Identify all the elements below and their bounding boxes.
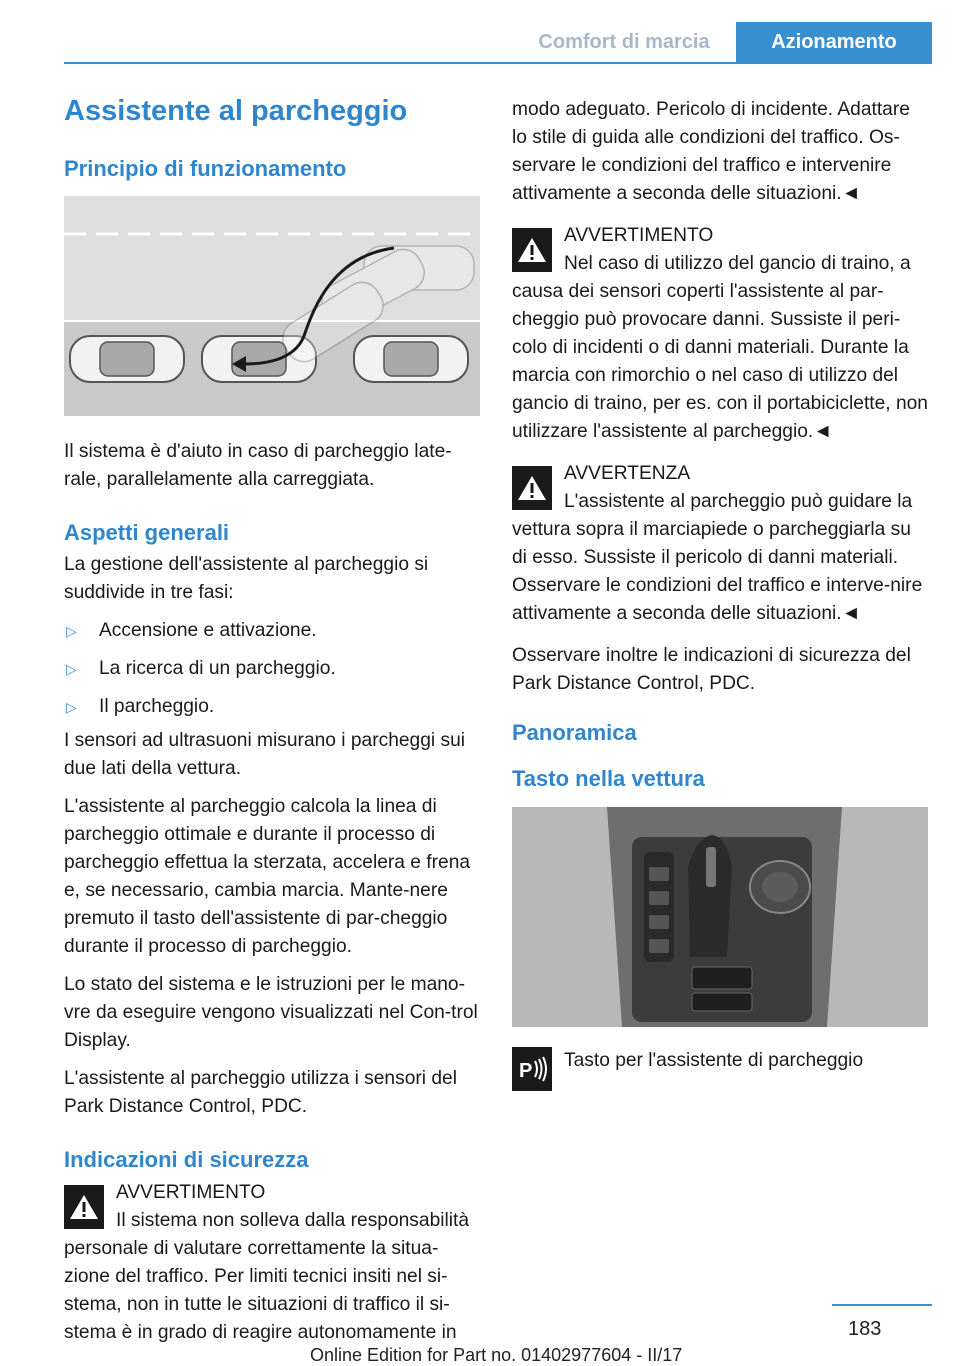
warning-triangle-icon [512,466,552,510]
triangle-bullet-icon: ▷ [66,622,77,639]
warning-continuation: modo adeguato. Pericolo di incidente. Adattare lo stile di guida alle condizioni del traffico. Os-servare le condizioni del traffico e intervenire attivamente a seconda delle situazioni.◄ [512,99,910,204]
triangle-bullet-icon: ▷ [66,698,77,715]
aspetti-text: La gestione dell'assistente al parcheggio si suddivide in tre fasi: [64,553,429,603]
triangle-bullet-icon: ▷ [66,660,77,677]
warning-block-3 [512,460,928,628]
page-title: Assistente al parcheggio [64,95,408,127]
parked-car-left [70,336,184,382]
warning-title: AVVERTENZA [564,463,691,484]
page-number: 183 [848,1318,882,1340]
park-assist-button-icon [512,1047,552,1091]
header-rule [64,62,932,64]
paragraph-display: Lo stato del sistema e le istruzioni per le mano-vre da eseguire vengono visualizzati nel Con-trol Display. [64,973,478,1051]
center-console-photo [512,807,928,1027]
paragraph-pdc-safety: Osservare inoltre le indicazioni di sicurezza del Park Distance Control, PDC. [512,645,911,694]
edition-footer: Online Edition for Part no. 01402977604 - II/17 [310,1345,683,1365]
paragraph-calculation: L'assistente al parcheggio calcola la linea di parcheggio ottimale e durante il processo di parcheggio effettua la sterzata, accelera e frena e, se necessario, cambia marcia. Mante-nere premuto il tasto dell'assistente di par-cheggio durante il processo di parcheggio. [64,795,471,957]
phase-list [64,617,480,721]
section-tab-azionamento[interactable]: Azionamento [736,22,932,62]
section-heading-aspetti: Aspetti generali [64,520,230,546]
warning-text: vettura sopra il marciapiede o parcheggiarla su di esso. Sussiste il pericolo di danni materiali. Osservare le condizioni del traffico e interve-nire attivamente a seconda delle situazioni.◄ [512,519,923,624]
warning-triangle-icon [512,228,552,272]
console-photo-figure [512,807,928,1027]
paragraph-pdc: L'assistente al parcheggio utilizza i sensori del Park Distance Control, PDC. [64,1067,457,1117]
paragraph-sensors: I sensori ad ultrasuoni misurano i parcheggi sui due lati della vettura. [64,729,466,779]
button-legend [512,1047,928,1082]
warning-block-1 [64,1179,480,1347]
parking-diagram [64,196,480,416]
intro-text: Il sistema è d'aiuto in caso di parcheggio late-rale, parallelamente alla carreggiata. [64,441,452,491]
warning-title: AVVERTIMENTO [564,225,714,246]
button-caption: Tasto per l'assistente di parcheggio [564,1049,864,1071]
page-header [0,22,960,62]
list-item: ▷ La ricerca di un parcheggio. [64,655,480,683]
svg-text:P: P [519,1059,533,1082]
section-heading-tasto: Tasto nella vettura [512,766,705,792]
section-heading-principio: Principio di funzionamento [64,155,347,181]
right-column [512,96,928,1082]
warning-text-first: L'assistente al parcheggio può guidare la [564,491,913,512]
section-heading-safety: Indicazioni di sicurezza [64,1146,309,1172]
section-heading-panoramica: Panoramica [512,720,637,745]
left-column [64,96,480,1347]
warning-text-first: Nel caso di utilizzo del gancio di traino, a [564,253,911,274]
parking-diagram-figure [64,196,480,416]
list-item: ▷ Accensione e attivazione. [64,617,480,645]
footer-rule [832,1304,932,1306]
warning-block-2 [512,222,928,446]
warning-text: Il sistema non solleva dalla responsabilità personale di valutare correttamente la situa-zione del traffico. Per limiti tecnici insiti nel si-stema, non in tutte le situazioni di traffico il si-stema è in grado di reagire autonomamente in [64,1210,470,1344]
section-tab-comfort[interactable]: Comfort di marcia [538,30,710,53]
warning-text: causa dei sensori coperti l'assistente al par-cheggio può provocare danni. Sussiste il peri-colo di incidenti o di danni materiali. Durante la marcia con rimorchio o nel caso di utilizzo del gancio di traino, per es. con il portabiciclette, non utilizzare l'assistente al parcheggio.◄ [512,281,928,442]
list-item: ▷ Il parcheggio. [64,693,480,721]
parked-car-right [354,336,468,382]
warning-title: AVVERTIMENTO [116,1182,266,1204]
warning-triangle-icon [64,1185,104,1229]
